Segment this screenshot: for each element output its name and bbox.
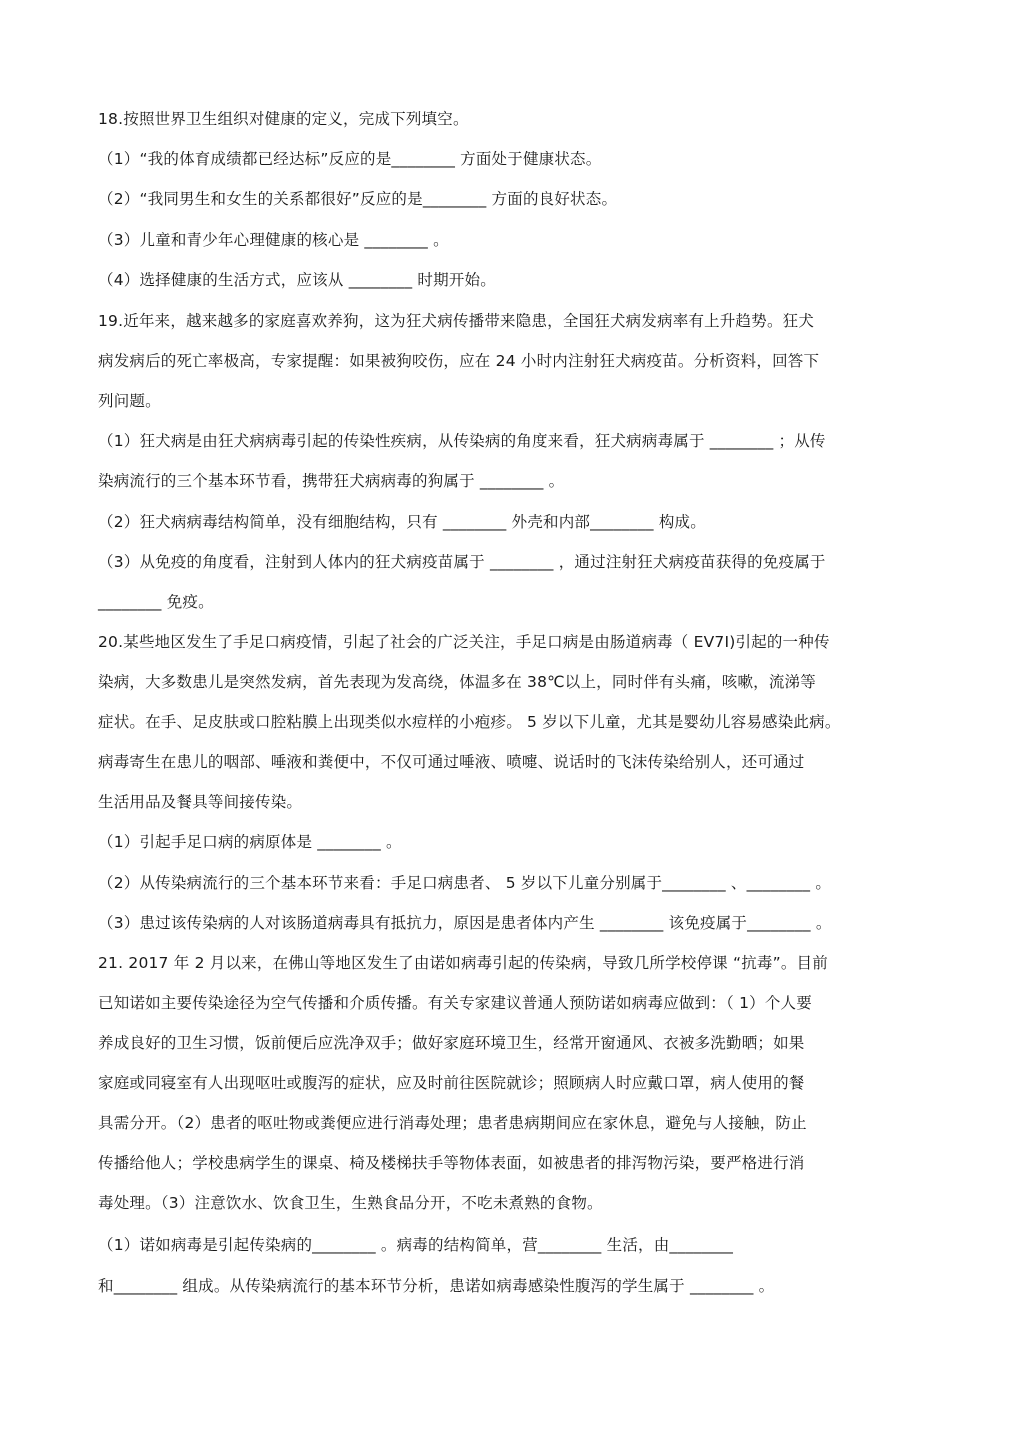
q19-part-1-line-1: （1）狂犬病是由狂犬病病毒引起的传染性疾病，从传染病的角度来看，狂犬病病毒属于 ________ ；从传 bbox=[98, 432, 826, 450]
q21-stem-line-5: 具需分开。（2）患者的呕吐物或粪便应进行消毒处理；患者患病期间应在家休息，避免与人接触，防止 bbox=[98, 1114, 807, 1132]
q19-stem-line-3: 列问题。 bbox=[98, 392, 161, 410]
q19-part-3-line-1: （3）从免疫的角度看，注射到人体内的狂犬病疫苗属于 ________ ，通过注射狂犬病疫苗获得的免疫属于 bbox=[98, 553, 826, 571]
q18-stem: 18.按照世界卫生组织对健康的定义，完成下列填空。 bbox=[98, 110, 469, 128]
q21-part-1-line-1: （1）诺如病毒是引起传染病的________ 。病毒的结构简单，营________ 生活，由________ bbox=[98, 1236, 734, 1254]
q21-part-1-line-2: 和________ 组成。从传染病流行的基本环节分析，患诺如病毒感染性腹泻的学生属于 ________ 。 bbox=[98, 1277, 775, 1295]
q19-stem-line-1: 19.近年来，越来越多的家庭喜欢养狗，这为狂犬病传播带来隐患，全国狂犬病发病率有上升趋势。狂犬 bbox=[98, 312, 815, 330]
q19-part-3-line-2: ________ 免疫。 bbox=[98, 593, 214, 611]
q19-part-1-line-2: 染病流行的三个基本环节看，携带狂犬病病毒的狗属于 ________ 。 bbox=[98, 472, 565, 490]
q18-part-2: （2）“我同男生和女生的关系都很好”反应的是________ 方面的良好状态。 bbox=[98, 190, 618, 208]
q20-part-1: （1）引起手足口病的病原体是 ________ 。 bbox=[98, 833, 402, 851]
q20-stem-line-3: 症状。在手、足皮肤或口腔粘膜上出现类似水痘样的小疱疹。 5 岁以下儿童，尤其是婴幼儿容易感染此病。 bbox=[98, 713, 841, 731]
q20-stem-line-1: 20.某些地区发生了手足口病疫情，引起了社会的广泛关注，手足口病是由肠道病毒（ EV7I)引起的一种传 bbox=[98, 633, 830, 651]
q21-stem-line-7: 毒处理。（3）注意饮水、饮食卫生，生熟食品分开，不吃未煮熟的食物。 bbox=[98, 1194, 603, 1212]
q18-part-3: （3）儿童和青少年心理健康的核心是 ________ 。 bbox=[98, 231, 449, 249]
q19-part-2: （2）狂犬病病毒结构简单，没有细胞结构，只有 ________ 外壳和内部________ 构成。 bbox=[98, 513, 706, 531]
q21-stem-line-6: 传播给他人；学校患病学生的课桌、椅及楼梯扶手等物体表面，如被患者的排泻物污染，要严格进行消 bbox=[98, 1154, 805, 1172]
q20-stem-line-5: 生活用品及餐具等间接传染。 bbox=[98, 793, 303, 811]
q18-part-4: （4）选择健康的生活方式，应该从 ________ 时期开始。 bbox=[98, 271, 496, 289]
q20-stem-line-4: 病毒寄生在患儿的咽部、唾液和粪便中，不仅可通过唾液、喷嚏、说话时的飞沫传染给别人，还可通过 bbox=[98, 753, 805, 771]
q20-stem-line-2: 染病，大多数患儿是突然发病，首先表现为发高绕，体温多在 38℃以上，同时伴有头痛，咳嗽，流涕等 bbox=[98, 673, 816, 691]
q19-stem-line-2: 病发病后的死亡率极高，专家提醒：如果被狗咬伤，应在 24 小时内注射狂犬病疫苗。分析资料，回答下 bbox=[98, 352, 820, 370]
q21-stem-line-4: 家庭或同寝室有人出现呕吐或腹泻的症状，应及时前往医院就诊；照顾病人时应戴口罩，病人使用的餐 bbox=[98, 1074, 805, 1092]
q18-part-1: （1）“我的体育成绩都已经达标”反应的是________ 方面处于健康状态。 bbox=[98, 150, 602, 168]
q21-stem-line-3: 养成良好的卫生习惯，饭前便后应洗净双手；做好家庭环境卫生，经常开窗通风、衣被多洗勤晒；如果 bbox=[98, 1034, 805, 1052]
q21-stem-line-2: 已知诺如主要传染途径为空气传播和介质传播。有关专家建议普通人预防诺如病毒应做到：（ 1）个人要 bbox=[98, 994, 812, 1012]
q20-part-2: （2）从传染病流行的三个基本环节来看：手足口病患者、 5 岁以下儿童分别属于________ 、________ 。 bbox=[98, 874, 832, 892]
q20-part-3: （3）患过该传染病的人对该肠道病毒具有抵抗力，原因是患者体内产生 ________ 该免疫属于________ 。 bbox=[98, 914, 832, 932]
q21-stem-line-1: 21. 2017 年 2 月以来，在佛山等地区发生了由诺如病毒引起的传染病，导致几所学校停课 “抗毒”。目前 bbox=[98, 954, 828, 972]
